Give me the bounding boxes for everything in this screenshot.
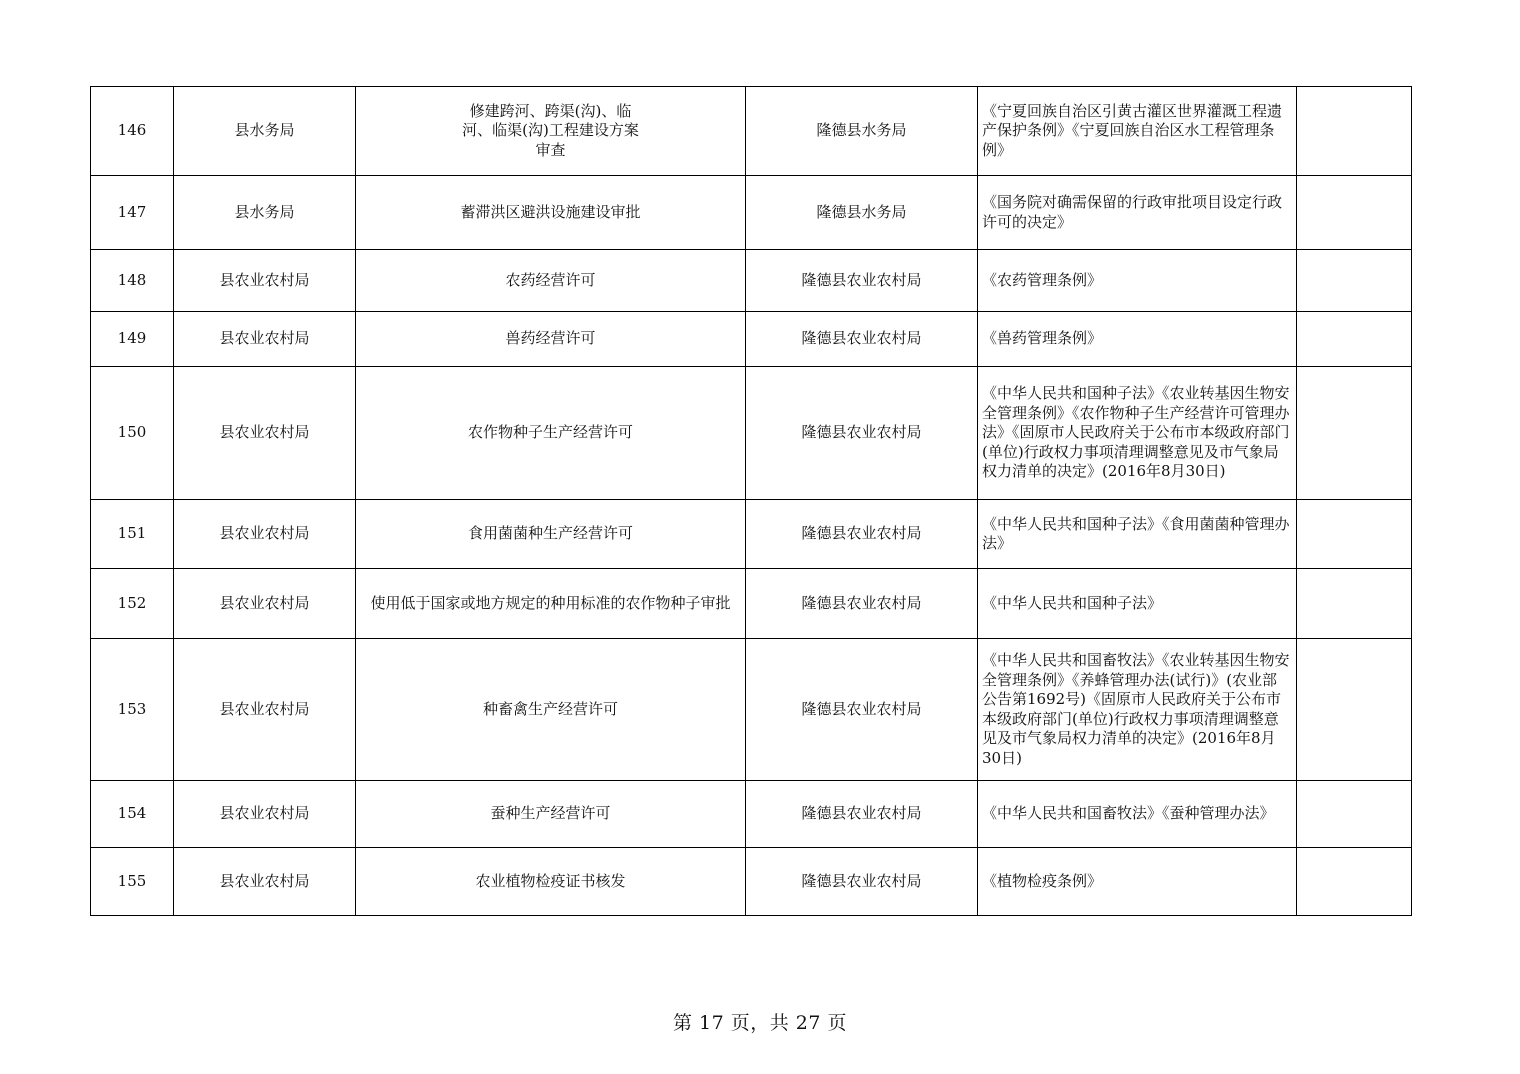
note xyxy=(1297,367,1412,500)
legal-basis: 《中华人民共和国畜牧法》《蚕种管理办法》 xyxy=(978,781,1297,848)
table-row xyxy=(91,569,1412,639)
note xyxy=(1297,639,1412,781)
implementing-org: 隆德县农业农村局 xyxy=(746,848,978,916)
department: 县农业农村局 xyxy=(174,781,356,848)
note xyxy=(1297,176,1412,250)
legal-basis: 《中华人民共和国畜牧法》《农业转基因生物安全管理条例》《养蜂管理办法(试行)》(农业部公告第1692号)《固原市人民政府关于公布市本级政府部门(单位)行政权力事项清理调整意见及市气象局权力清单的决定》(2016年8月30日) xyxy=(978,639,1297,781)
department: 县农业农村局 xyxy=(174,250,356,312)
table-row xyxy=(91,848,1412,916)
note xyxy=(1297,848,1412,916)
table-row xyxy=(91,312,1412,367)
legal-basis: 《国务院对确需保留的行政审批项目设定行政许可的决定》 xyxy=(978,176,1297,250)
note xyxy=(1297,500,1412,569)
department: 县农业农村局 xyxy=(174,312,356,367)
row-number: 152 xyxy=(91,569,174,639)
department: 县农业农村局 xyxy=(174,367,356,500)
legal-basis: 《农药管理条例》 xyxy=(978,250,1297,312)
row-number: 155 xyxy=(91,848,174,916)
implementing-org: 隆德县农业农村局 xyxy=(746,781,978,848)
item-name: 农作物种子生产经营许可 xyxy=(356,367,746,500)
implementing-org: 隆德县农业农村局 xyxy=(746,367,978,500)
implementing-org: 隆德县水务局 xyxy=(746,87,978,176)
legal-basis: 《中华人民共和国种子法》 xyxy=(978,569,1297,639)
legal-basis: 《中华人民共和国种子法》《农业转基因生物安全管理条例》《农作物种子生产经营许可管理办法》《固原市人民政府关于公布市本级政府部门(单位)行政权力事项清理调整意见及市气象局权力清单的决定》(2016年8月30日) xyxy=(978,367,1297,500)
item-name: 蚕种生产经营许可 xyxy=(356,781,746,848)
implementing-org: 隆德县农业农村局 xyxy=(746,250,978,312)
page-footer: 第 17 页，共 27 页 xyxy=(672,1012,847,1034)
item-name: 使用低于国家或地方规定的种用标准的农作物种子审批 xyxy=(356,569,746,639)
implementing-org: 隆德县农业农村局 xyxy=(746,569,978,639)
table-row xyxy=(91,176,1412,250)
table-row xyxy=(91,250,1412,312)
legal-basis: 《兽药管理条例》 xyxy=(978,312,1297,367)
row-number: 154 xyxy=(91,781,174,848)
note xyxy=(1297,87,1412,176)
permits-table xyxy=(90,86,1412,916)
legal-basis: 《植物检疫条例》 xyxy=(978,848,1297,916)
note xyxy=(1297,781,1412,848)
implementing-org: 隆德县农业农村局 xyxy=(746,500,978,569)
item-name: 修建跨河、跨渠(沟)、临河、临渠(沟)工程建设方案审查 xyxy=(356,87,746,176)
table-row xyxy=(91,639,1412,781)
legal-basis: 《宁夏回族自治区引黄古灌区世界灌溉工程遗产保护条例》《宁夏回族自治区水工程管理条例》 xyxy=(978,87,1297,176)
row-number: 146 xyxy=(91,87,174,176)
row-number: 153 xyxy=(91,639,174,781)
row-number: 149 xyxy=(91,312,174,367)
item-name: 农业植物检疫证书核发 xyxy=(356,848,746,916)
implementing-org: 隆德县水务局 xyxy=(746,176,978,250)
department: 县农业农村局 xyxy=(174,848,356,916)
row-number: 148 xyxy=(91,250,174,312)
row-number: 150 xyxy=(91,367,174,500)
item-name: 农药经营许可 xyxy=(356,250,746,312)
department: 县农业农村局 xyxy=(174,569,356,639)
item-name: 蓄滞洪区避洪设施建设审批 xyxy=(356,176,746,250)
table-row xyxy=(91,367,1412,500)
department: 县农业农村局 xyxy=(174,639,356,781)
implementing-org: 隆德县农业农村局 xyxy=(746,639,978,781)
item-name: 食用菌菌种生产经营许可 xyxy=(356,500,746,569)
item-name: 种畜禽生产经营许可 xyxy=(356,639,746,781)
table-row xyxy=(91,500,1412,569)
department: 县水务局 xyxy=(174,87,356,176)
note xyxy=(1297,250,1412,312)
legal-basis: 《中华人民共和国种子法》《食用菌菌种管理办法》 xyxy=(978,500,1297,569)
row-number: 151 xyxy=(91,500,174,569)
note xyxy=(1297,312,1412,367)
department: 县水务局 xyxy=(174,176,356,250)
note xyxy=(1297,569,1412,639)
item-name: 兽药经营许可 xyxy=(356,312,746,367)
table-row xyxy=(91,87,1412,176)
table-row xyxy=(91,781,1412,848)
implementing-org: 隆德县农业农村局 xyxy=(746,312,978,367)
row-number: 147 xyxy=(91,176,174,250)
department: 县农业农村局 xyxy=(174,500,356,569)
